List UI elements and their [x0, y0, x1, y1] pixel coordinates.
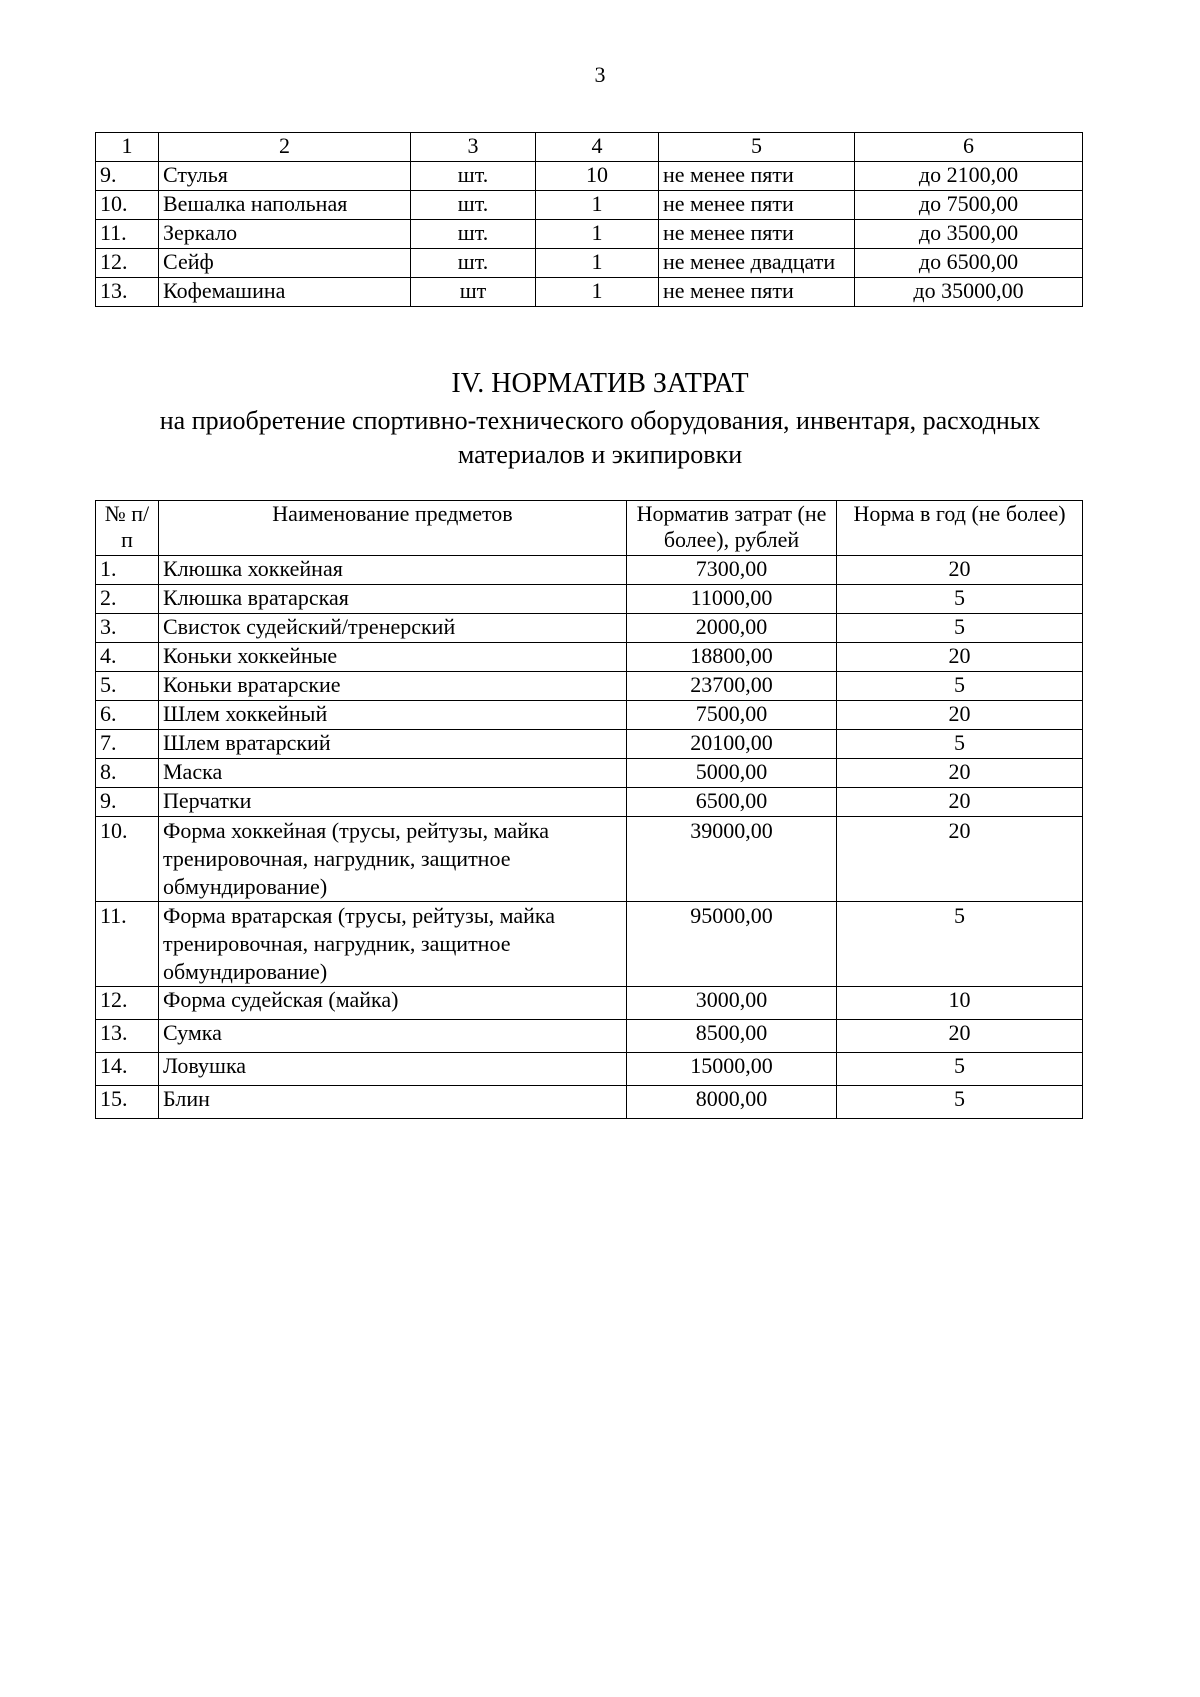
cost: 20100,00: [627, 730, 837, 759]
table-row: [96, 817, 1083, 902]
item-name: Кофемашина: [159, 278, 411, 307]
row-number: 13.: [96, 278, 159, 307]
price: до 6500,00: [855, 249, 1083, 278]
cost: 23700,00: [627, 672, 837, 701]
table-row: [96, 672, 1083, 701]
cost: 95000,00: [627, 902, 837, 987]
cost: 8000,00: [627, 1086, 837, 1119]
cost: 8500,00: [627, 1020, 837, 1053]
table-row: [96, 614, 1083, 643]
cost: 39000,00: [627, 817, 837, 902]
item-name: Стулья: [159, 162, 411, 191]
row-number: 14.: [96, 1053, 159, 1086]
section-subtitle-line: материалов и экипировки: [457, 440, 743, 469]
column-number: 4: [536, 133, 659, 162]
table-row: [96, 788, 1083, 817]
cost: 7300,00: [627, 556, 837, 585]
table-row: [96, 1020, 1083, 1053]
unit: шт.: [411, 249, 536, 278]
item-name: Сумка: [159, 1020, 627, 1053]
price: до 35000,00: [855, 278, 1083, 307]
quantity: 1: [536, 249, 659, 278]
cost: 7500,00: [627, 701, 837, 730]
row-number: 11.: [96, 220, 159, 249]
norm: 20: [837, 817, 1083, 902]
section-title: IV. НОРМАТИВ ЗАТРАТ: [451, 368, 749, 399]
column-number: 2: [159, 133, 411, 162]
column-number: 1: [96, 133, 159, 162]
unit: шт: [411, 278, 536, 307]
norm: 20: [837, 701, 1083, 730]
section-subtitle: [0, 404, 1200, 472]
cost: 11000,00: [627, 585, 837, 614]
norm: 5: [837, 585, 1083, 614]
norm: 5: [837, 902, 1083, 987]
price: до 2100,00: [855, 162, 1083, 191]
norm: 5: [837, 614, 1083, 643]
table-row: [96, 1086, 1083, 1119]
equipment-cost-table: [95, 500, 1083, 1119]
furniture-table: [95, 132, 1083, 307]
row-number: 2.: [96, 585, 159, 614]
row-number: 10.: [96, 817, 159, 902]
table-header-row: [96, 133, 1083, 162]
row-number: 10.: [96, 191, 159, 220]
cost: 18800,00: [627, 643, 837, 672]
item-name: Шлем вратарский: [159, 730, 627, 759]
row-number: 8.: [96, 759, 159, 788]
table-row: [96, 643, 1083, 672]
table-row: [96, 987, 1083, 1020]
row-number: 12.: [96, 249, 159, 278]
item-name: Клюшка хоккейная: [159, 556, 627, 585]
section-subtitle-line: на приобретение спортивно-технического оборудования, инвентаря, расходных: [159, 406, 1041, 435]
item-name: Маска: [159, 759, 627, 788]
norm: 20: [837, 759, 1083, 788]
price: до 7500,00: [855, 191, 1083, 220]
item-name: Форма вратарская (трусы, рейтузы, майка тренировочная, нагрудник, защитное обмундирование): [159, 902, 627, 987]
quantity: 1: [536, 191, 659, 220]
service-life: не менее пяти: [659, 191, 855, 220]
table-row: [96, 701, 1083, 730]
column-number: 6: [855, 133, 1083, 162]
item-name: Клюшка вратарская: [159, 585, 627, 614]
unit: шт.: [411, 162, 536, 191]
item-name: Шлем хоккейный: [159, 701, 627, 730]
table-row: [96, 902, 1083, 987]
norm: 5: [837, 1086, 1083, 1119]
item-name: Ловушка: [159, 1053, 627, 1086]
table-row: [96, 249, 1083, 278]
table-row: [96, 1053, 1083, 1086]
norm: 5: [837, 730, 1083, 759]
row-number: 6.: [96, 701, 159, 730]
norm: 20: [837, 1020, 1083, 1053]
header-norm: Норма в год (не более): [837, 501, 1083, 556]
row-number: 4.: [96, 643, 159, 672]
service-life: не менее пяти: [659, 278, 855, 307]
row-number: 12.: [96, 987, 159, 1020]
header-item-name: Наименование предметов: [159, 501, 627, 556]
price: до 3500,00: [855, 220, 1083, 249]
cost: 2000,00: [627, 614, 837, 643]
table-row: [96, 730, 1083, 759]
table-row: [96, 759, 1083, 788]
item-name: Перчатки: [159, 788, 627, 817]
item-name: Сейф: [159, 249, 411, 278]
cost: 15000,00: [627, 1053, 837, 1086]
norm: 5: [837, 1053, 1083, 1086]
item-name: Вешалка напольная: [159, 191, 411, 220]
column-number: 3: [411, 133, 536, 162]
row-number: 11.: [96, 902, 159, 987]
cost: 5000,00: [627, 759, 837, 788]
quantity: 10: [536, 162, 659, 191]
cost: 3000,00: [627, 987, 837, 1020]
row-number: 7.: [96, 730, 159, 759]
item-name: Свисток судейский/тренерский: [159, 614, 627, 643]
norm: 10: [837, 987, 1083, 1020]
item-name: Блин: [159, 1086, 627, 1119]
table-row: [96, 278, 1083, 307]
quantity: 1: [536, 220, 659, 249]
header-row-number: № п/п: [96, 501, 159, 556]
norm: 20: [837, 788, 1083, 817]
item-name: Форма судейская (майка): [159, 987, 627, 1020]
table-row: [96, 585, 1083, 614]
norm: 20: [837, 643, 1083, 672]
row-number: 1.: [96, 556, 159, 585]
service-life: не менее двадцати: [659, 249, 855, 278]
cost: 6500,00: [627, 788, 837, 817]
header-cost: Норматив затрат (не более), рублей: [627, 501, 837, 556]
table-row: [96, 220, 1083, 249]
row-number: 15.: [96, 1086, 159, 1119]
column-number: 5: [659, 133, 855, 162]
norm: 20: [837, 556, 1083, 585]
row-number: 9.: [96, 162, 159, 191]
table-row: [96, 162, 1083, 191]
service-life: не менее пяти: [659, 162, 855, 191]
row-number: 3.: [96, 614, 159, 643]
unit: шт.: [411, 191, 536, 220]
row-number: 13.: [96, 1020, 159, 1053]
table-row: [96, 191, 1083, 220]
item-name: Зеркало: [159, 220, 411, 249]
item-name: Коньки вратарские: [159, 672, 627, 701]
row-number: 5.: [96, 672, 159, 701]
page-number: 3: [594, 62, 606, 87]
item-name: Форма хоккейная (трусы, рейтузы, майка тренировочная, нагрудник, защитное обмундирование): [159, 817, 627, 902]
row-number: 9.: [96, 788, 159, 817]
norm: 5: [837, 672, 1083, 701]
item-name: Коньки хоккейные: [159, 643, 627, 672]
service-life: не менее пяти: [659, 220, 855, 249]
table-row: [96, 556, 1083, 585]
quantity: 1: [536, 278, 659, 307]
table-header-row: [96, 501, 1083, 556]
unit: шт.: [411, 220, 536, 249]
